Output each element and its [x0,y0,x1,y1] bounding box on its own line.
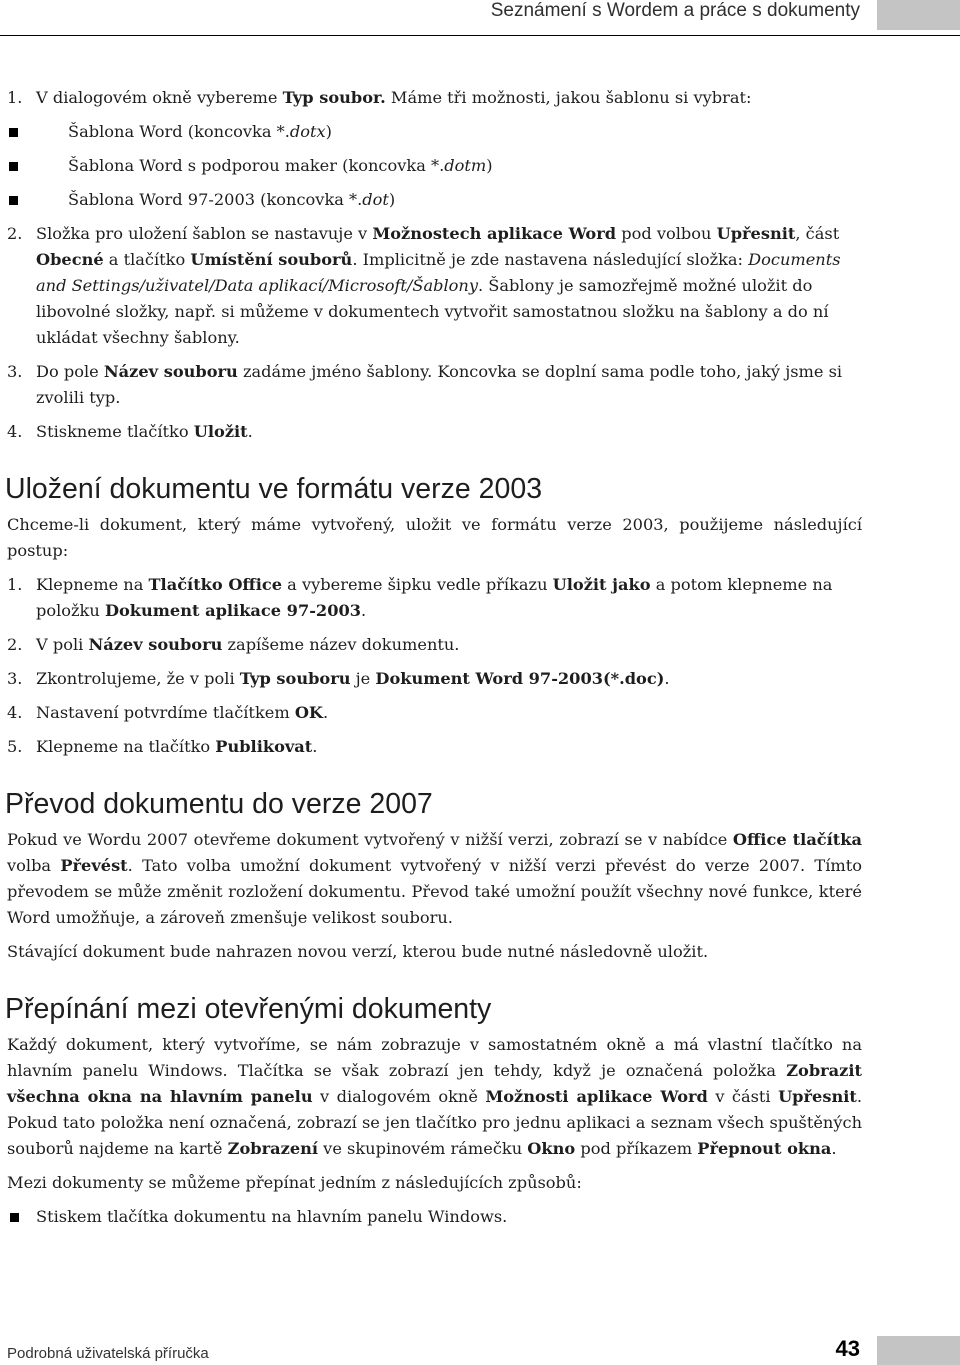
paragraph-text: v dialogovém okně [312,1087,486,1106]
bullet-italic: dotm [444,156,487,175]
page-content [7,85,862,1238]
step-text: . [360,601,367,620]
step-2 [7,632,862,658]
paragraph-bold: Upřesnit [778,1087,857,1106]
bullet-item [7,119,862,145]
step-text: pod volbou [616,224,717,243]
square-bullet-icon [9,196,18,205]
paragraph-bold: Zobrazit všechna okna na hlavním panelu [7,1061,862,1106]
paragraph-text: ve skupinovém rámečku [318,1139,528,1158]
step-text: a vybereme šipku vedle příkazu [282,575,553,594]
paragraph-bold: Přepnout okna [697,1139,832,1158]
paragraph: Mezi dokumenty se můžeme přepínat jedním z následujících způsobů: [7,1173,582,1192]
step-text: Máme tři možnosti, jakou šablonu si vybrat: [385,88,752,107]
step-text: . [664,669,670,688]
step-text: . Implicitně je zde nastavena následující složka: [352,250,749,269]
step-text: V dialogovém okně vybereme [36,88,283,107]
step-bold: Uložit [193,422,248,441]
paragraph-bold: Převést [60,856,128,875]
step-number: 3. [7,362,23,381]
step-text: . [247,422,253,441]
step-bold: Uložit jako [552,575,651,594]
step-number: 4. [7,703,23,722]
bullet-text: ) [388,190,396,209]
paragraph-text: pod příkazem [575,1139,698,1158]
step-2 [7,221,862,351]
step-bold: Typ souboru [239,669,351,688]
square-bullet-icon [9,162,18,171]
folder-path: Documents and Settings/uživatel/Data aplikací/Microsoft/Šablony [36,250,841,295]
step-5 [7,734,862,760]
step-number: 4. [7,422,23,441]
step-3 [7,666,862,692]
step-1 [7,572,862,624]
bullet-item [7,1204,862,1230]
step-number: 5. [7,737,23,756]
bullet-item [7,153,862,179]
step-number: 1. [7,88,23,107]
step-text: a tlačítko [103,250,191,269]
step-4 [7,419,862,445]
step-text: Složka pro uložení šablon se nastavuje v [36,224,373,243]
footer-book-title: Podrobná uživatelská příručka [7,1345,209,1362]
bullet-text: ) [486,156,493,175]
paragraph-text: volba [7,856,61,875]
step-bold: Obecné [36,250,104,269]
step-number: 2. [7,635,23,654]
step-text: Klepneme na tlačítko [36,737,216,756]
section-heading-convert-2007: Převod dokumentu do verze 2007 [5,788,433,820]
step-number: 3. [7,669,23,688]
step-3 [7,359,862,411]
section-heading-save-2003: Uložení dokumentu ve formátu verze 2003 [5,473,543,505]
step-text: Do pole [36,362,104,381]
paragraph-text: . Tato volba umožní dokument vytvořený v nižší verzi převést do verze 2007. Tímto převodem se může změnit rozložení dokumentu. Převod také umožní použít všechny nové funkce, které Word umožňuje, a zároveň zmenšuje velikost souboru. [7,856,862,927]
step-4 [7,700,862,726]
bullet-text: Šablona Word 97-2003 (koncovka *. [68,190,363,209]
paragraph: Stávající dokument bude nahrazen novou verzí, kterou bude nutné následovně uložit. [7,942,709,961]
paragraph [7,1032,862,1162]
paragraph-bold: Office tlačítka [732,830,862,849]
paragraph-text: Pokud ve Wordu 2007 otevřeme dokument vytvořený v nižší verzi, zobrazí se v nabídce [7,830,733,849]
square-bullet-icon [10,1213,19,1222]
step-text: , část [795,224,840,243]
step-text: a potom klepneme na položku [36,575,833,620]
step-text: je [350,669,376,688]
step-bold: Název souboru [103,362,238,381]
step-text: Nastavení potvrdíme tlačítkem [36,703,295,722]
step-text: Zkontrolujeme, že v poli [36,669,240,688]
paragraph-text: Každý dokument, který vytvoříme, se nám zobrazuje v samostatném okně a má vlastní tlačítko na hlavním panelu Windows. Tlačítka se však zobrazí jen tehdy, když je označená položka [7,1035,862,1080]
step-text: zadáme jméno šablony. Koncovka se doplní sama podle toho, jaký jsme si zvolili typ. [36,362,843,407]
paragraph-bold: Okno [527,1139,576,1158]
paragraph-bold: Zobrazení [227,1139,319,1158]
step-bold: Název souboru [88,635,223,654]
bullet-text: Šablona Word (koncovka *. [68,122,290,141]
step-bold: Typ soubor. [282,88,386,107]
page-number: 43 [835,1336,860,1361]
step-1 [7,85,862,111]
footer-tab-block [877,1336,960,1365]
step-text: Klepneme na [36,575,149,594]
square-bullet-icon [9,128,18,137]
running-header-title: Seznámení s Wordem a práce s dokumenty [490,0,860,21]
bullet-italic: dotx [289,122,326,141]
step-number: 2. [7,224,23,243]
step-bold: Upřesnit [716,224,796,243]
step-bold: Umístění souborů [190,250,353,269]
bullet-text: Šablona Word s podporou maker (koncovka *. [68,156,445,175]
header-rule [0,35,960,36]
paragraph [7,827,862,931]
section-intro: Chceme-li dokument, který máme vytvořený, uložit ve formátu verze 2003, použijeme následující postup: [7,515,862,560]
step-text: . [312,737,318,756]
bullet-text: ) [325,122,332,141]
paragraph-text: . Pokud tato položka není označená, zobrazí se jen tlačítko pro jednu aplikaci a seznam všech spuštěných souborů najdeme na kartě [7,1087,862,1158]
step-text: V poli [36,635,89,654]
step-bold: Možnostech aplikace Word [372,224,617,243]
step-text: Stiskneme tlačítko [36,422,194,441]
header-tab-block [877,0,960,30]
step-text: . [323,703,329,722]
step-bold: Dokument aplikace 97-2003 [104,601,361,620]
paragraph-text: v části [707,1087,779,1106]
paragraph-text: . [831,1139,837,1158]
step-bold: Publikovat [215,737,313,756]
bullet-italic: dot [362,190,389,209]
step-text: zapíšeme název dokumentu. [222,635,460,654]
step-bold: OK [294,703,323,722]
step-number: 1. [7,575,23,594]
paragraph-bold: Možnosti aplikace Word [485,1087,708,1106]
section-heading-switch-docs: Přepínání mezi otevřenými dokumenty [5,993,492,1025]
step-bold: Dokument Word 97-2003(*.doc) [375,669,665,688]
bullet-item [7,187,862,213]
step-bold: Tlačítko Office [148,575,283,594]
step-text: . Šablony je samozřejmě možné uložit do libovolné složky, např. si můžeme v dokumentech vytvořit samostatnou složku na šablony a do ní ukládat všechny šablony. [36,276,829,347]
bullet-text: Stiskem tlačítka dokumentu na hlavním panelu Windows. [36,1207,508,1226]
